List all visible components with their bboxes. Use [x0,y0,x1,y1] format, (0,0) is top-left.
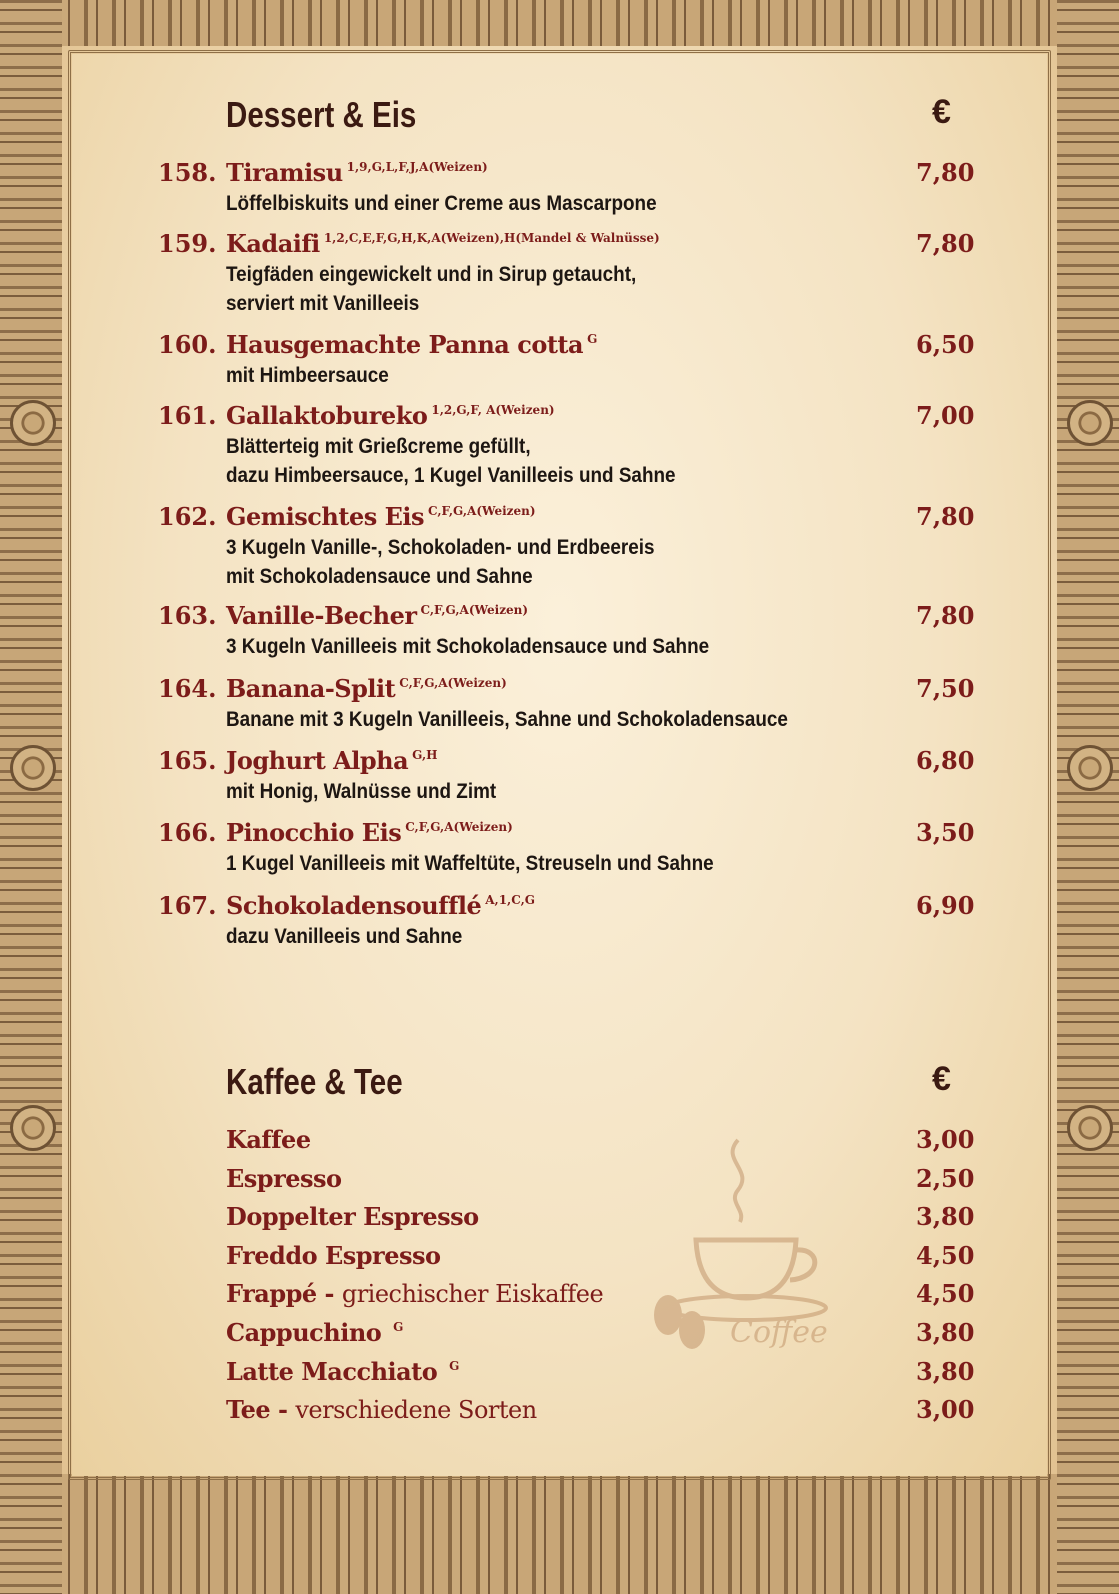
item-description-line: 1 Kugel Vanilleeis mit Waffeltüte, Streuseln und Sahne [226,852,714,875]
item-name [226,1279,607,1308]
item-description [226,705,788,734]
allergen-codes: G,H [412,748,438,762]
item-name [226,330,597,359]
item-description-line: dazu Himbeersauce, 1 Kugel Vanilleeis und Sahne [226,464,676,487]
item-description [226,777,496,806]
item-description [226,361,389,390]
item-name-text: Cappuchino [226,1318,382,1347]
item-name-text: Freddo Espresso [226,1240,441,1270]
section-title-dessert: Dessert & Eis [226,94,417,135]
allergen-codes: 1,2,G,F, A(Weizen) [431,403,555,417]
item-price: 6,80 [916,746,975,775]
item-number: 166. [158,818,217,847]
item-price: 7,50 [916,674,975,703]
item-name-text: Gemischtes Eis [226,502,424,531]
item-number: 162. [158,502,217,531]
item-price: 4,50 [916,1240,975,1270]
item-price: 7,80 [916,158,975,187]
item-description-line: Löffelbiskuits und einer Creme aus Mascarpone [226,192,657,215]
item-price: 6,90 [916,891,975,920]
currency-symbol: € [932,1060,951,1098]
item-number: 164. [158,674,217,703]
item-name-text: Espresso [226,1163,342,1193]
item-price: 3,50 [916,818,975,847]
item-name-text: Gallaktobureko [226,401,428,430]
item-name [226,746,438,775]
item-name [226,601,528,630]
item-name [226,502,536,531]
item-description [226,533,654,591]
item-name [226,401,555,430]
allergen-codes: 1,2,C,E,F,G,H,K,A(Weizen),H(Mandel & Walnüsse) [323,231,660,245]
item-price: 7,00 [916,401,975,430]
item-name [226,1125,315,1154]
item-subtext: verschiedene Sorten [295,1396,537,1425]
item-name-text: Schokoladensoufflé [226,891,482,920]
item-number: 165. [158,746,217,775]
item-price: 4,50 [916,1279,975,1309]
item-description-line: Blätterteig mit Grießcreme gefüllt, [226,435,531,458]
item-price: 3,80 [916,1356,975,1386]
allergen-codes: C,F,G,A(Weizen) [399,676,507,690]
item-price: 7,80 [916,229,975,258]
item-description-line: 3 Kugeln Vanilleeis mit Schokoladensauce und Sahne [226,635,710,658]
item-name [226,1357,459,1386]
item-name [226,1318,403,1347]
item-name-text: Vanille-Becher [226,601,417,630]
item-name-text: Hausgemachte Panna cotta [226,330,584,359]
item-description-line: Banane mit 3 Kugeln Vanilleeis, Sahne und Schokoladensauce [226,708,788,731]
item-price: 7,80 [916,601,975,630]
currency-symbol: € [932,93,951,131]
item-description-line: mit Himbeersauce [226,364,389,387]
item-description-line: serviert mit Vanilleeis [226,292,420,315]
allergen-codes: G [393,1320,404,1334]
item-name [226,158,488,187]
item-name [226,1164,346,1193]
item-name-text: Tee - [226,1395,288,1425]
item-name-text: Doppelter Espresso [226,1202,479,1232]
item-description-line: Teigfäden eingewickelt und in Sirup getaucht, [226,263,637,286]
item-name-text: Frappé - [226,1279,334,1309]
coffee-cup-icon [650,1130,830,1360]
item-number: 167. [158,891,217,920]
section-title-coffee: Kaffee & Tee [226,1061,403,1102]
item-price: 2,50 [916,1163,975,1193]
item-number: 158. [158,158,217,187]
item-name [226,1241,445,1270]
item-price: 3,80 [916,1202,975,1232]
item-name [226,229,660,258]
item-name [226,1202,483,1231]
item-subtext: griechischer Eiskaffee [341,1280,604,1309]
item-description-line: mit Schokoladensauce und Sahne [226,565,533,588]
item-name [226,674,507,703]
allergen-codes: G [449,1358,460,1373]
item-price: 7,80 [916,502,975,531]
allergen-codes: G [587,332,598,346]
allergen-codes: C,F,G,A(Weizen) [428,504,536,518]
item-name-text: Latte Macchiato [226,1356,438,1386]
item-name-text: Tiramisu [226,158,343,187]
item-name-text: Kadaifi [226,229,320,258]
allergen-codes: 1,9,G,L,F,J,A(Weizen) [346,160,488,174]
item-description [226,260,636,318]
item-name [226,891,535,920]
item-name [226,818,513,847]
item-description [226,849,714,878]
item-price: 3,00 [916,1125,975,1154]
item-price: 6,50 [916,330,975,359]
item-description-line: 3 Kugeln Vanille-, Schokoladen- und Erdbeereis [226,536,655,559]
allergen-codes: C,F,G,A(Weizen) [420,603,529,617]
item-price: 3,80 [916,1318,975,1347]
allergen-codes: A,1,C,G [485,893,535,907]
allergen-codes: C,F,G,A(Weizen) [405,820,513,834]
item-number: 160. [158,330,217,359]
item-number: 161. [158,401,217,430]
item-price: 3,00 [916,1395,975,1425]
item-name [226,1395,541,1424]
item-description [226,432,676,490]
item-description [226,922,462,951]
item-description-line: mit Honig, Walnüsse und Zimt [226,780,497,803]
item-name-text: Joghurt Alpha [226,746,409,775]
item-description-line: dazu Vanilleeis und Sahne [226,925,463,948]
item-name-text: Pinocchio Eis [226,818,402,847]
item-number: 159. [158,229,217,258]
item-number: 163. [158,601,217,630]
item-name-text: Banana-Split [226,674,396,703]
coffee-watermark-text: Coffee [730,1315,828,1350]
item-description [226,189,657,218]
item-name-text: Kaffee [226,1125,311,1154]
item-description [226,632,709,661]
